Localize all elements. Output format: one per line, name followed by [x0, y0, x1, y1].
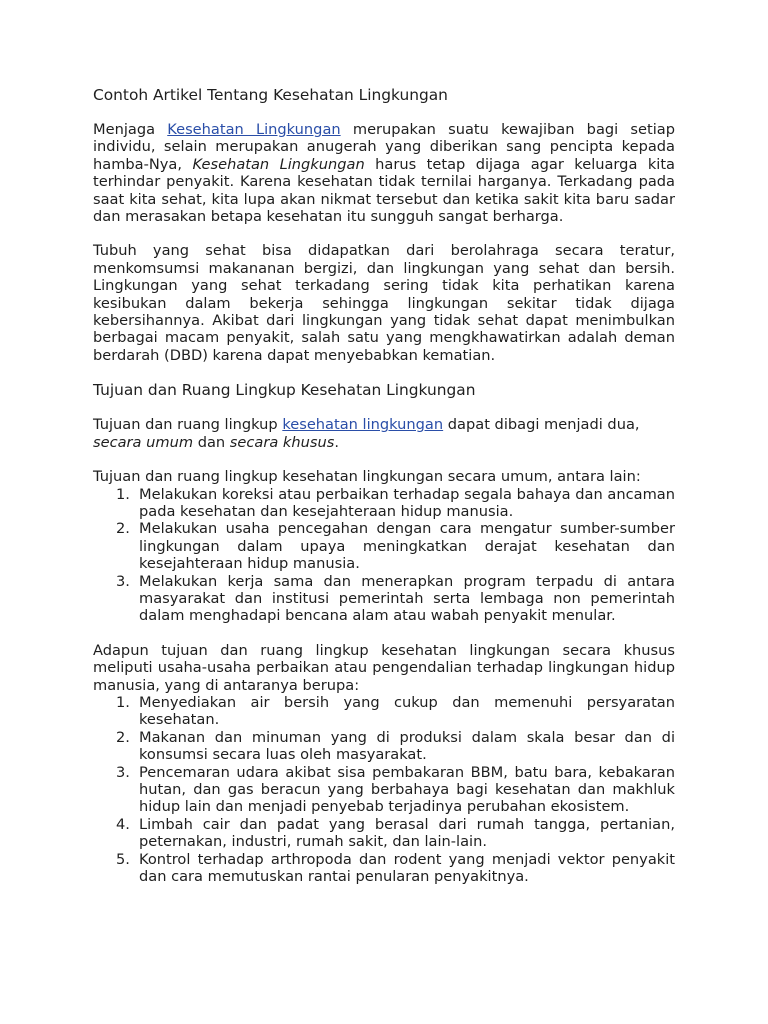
list-text: Melakukan kerja sama dan menerapkan program terpadu di antara masyarakat dan institusi pemerintah serta lembaga non pemerintah dalam menghadapi bencana alam atau wabah penyakit menular.: [139, 572, 675, 625]
list-text: Melakukan usaha pencegahan dengan cara mengatur sumber-sumber lingkungan dalam upaya meningkatkan derajat kesehatan dan kesejahteraan hidup manusia.: [139, 520, 675, 573]
list-item: [116, 485, 675, 521]
text-run: Tujuan dan ruang lingkup: [93, 416, 283, 434]
list-number: 5.: [116, 850, 130, 868]
paragraph-scope: [93, 416, 675, 451]
paragraph-intro: [93, 121, 675, 225]
link-kesehatan-lingkungan[interactable]: Kesehatan Lingkungan: [167, 121, 341, 138]
text-run: Menjaga: [93, 121, 168, 138]
list-text: Kontrol terhadap arthropoda dan rodent yang menjadi vektor penyakit dan cara memutuskan rantai penularan penyakitnya.: [139, 850, 675, 886]
list-text: Makanan dan minuman yang di produksi dalam skala besar dan di konsumsi secara luas oleh masyarakat.: [139, 728, 675, 764]
text-run: merupakan suatu kewajiban bagi setiap individu, selain merupakan anugerah yang diberikan sang pencipta kepada hamba-Nya,: [93, 121, 675, 173]
list-number: 1.: [116, 485, 130, 503]
list-item: [116, 693, 675, 729]
page-title: Contoh Artikel Tentang Kesehatan Lingkungan: [93, 86, 448, 104]
text-run: dapat dibagi menjadi dua,: [443, 416, 640, 434]
text-run: dan: [193, 433, 230, 451]
list-number: 1.: [116, 693, 130, 711]
list-text: Limbah cair dan padat yang berasal dari rumah tangga, pertanian, peternakan, industri, rumah sakit, dan lain-lain.: [139, 815, 675, 851]
list-number: 3.: [116, 763, 130, 781]
italic-text: secara khusus: [229, 433, 335, 451]
list-text: Menyediakan air bersih yang cukup dan memenuhi persyaratan kesehatan.: [139, 693, 675, 729]
text-run: harus tetap dijaga agar keluarga kita terhindar penyakit. Karena kesehatan tidak ternilai harganya. Terkadang pada saat kita sehat, kita lupa akan nikmat tersebut dan ketika sakit kita baru sadar dan merasakan betapa kesehatan itu sungguh sangat berharga.: [93, 155, 675, 226]
list-specific-goals: [93, 694, 675, 885]
list-item: [116, 815, 675, 851]
list-text: Melakukan koreksi atau perbaikan terhadap segala bahaya dan ancaman pada kesehatan dan kesejahteraan hidup manusia.: [139, 485, 675, 520]
list-number: 2.: [116, 728, 130, 746]
list-text: Pencemaran udara akibat sisa pembakaran BBM, batu bara, kebakaran hutan, dan gas beracun yang berbahaya bagi kesehatan dan makhluk hidup lain dan menjadi penyebab terjadinya perubahan ekosistem.: [139, 763, 675, 816]
paragraph-specific-goals: Adapun tujuan dan ruang lingkup kesehatan lingkungan secara khusus meliputi usaha-usaha perbaikan atau pengendalian terhadap lingkungan hidup manusia, yang di antaranya berupa:: [93, 641, 675, 694]
italic-text: Kesehatan Lingkungan: [192, 155, 365, 173]
text-run: .: [334, 433, 339, 451]
link-kesehatan-lingkungan-2[interactable]: kesehatan lingkungan: [282, 416, 444, 434]
paragraph-general-goals: Tujuan dan ruang lingkup kesehatan lingkungan secara umum, antara lain:: [93, 468, 641, 486]
list-item: [116, 763, 675, 816]
list-item: [116, 850, 675, 886]
list-item: [116, 572, 675, 625]
list-general-goals: [93, 486, 675, 625]
section-heading: Tujuan dan Ruang Lingkup Kesehatan Lingkungan: [93, 381, 476, 400]
document-page: [93, 86, 675, 885]
list-item: [116, 520, 675, 573]
list-number: 4.: [116, 815, 130, 833]
paragraph-healthy-body: Tubuh yang sehat bisa didapatkan dari berolahraga secara teratur, menkomsumsi makananan bergizi, dan lingkungan yang sehat dan bersih. Lingkungan yang sehat terkadang sering tidak kita perhatikan karena kesibukan dalam bekerja sehingga lingkungan sekitar tidak dijaga kebersihannya. Akibat dari lingkungan yang tidak sehat dapat menimbulkan berbagai macam penyakit, salah satu yang mengkhawatirkan adalah deman berdarah (DBD) karena dapat menyebabkan kematian.: [93, 242, 675, 364]
list-number: 3.: [116, 572, 130, 590]
list-item: [116, 728, 675, 764]
italic-text: secara umum: [93, 433, 194, 451]
list-number: 2.: [116, 520, 130, 538]
